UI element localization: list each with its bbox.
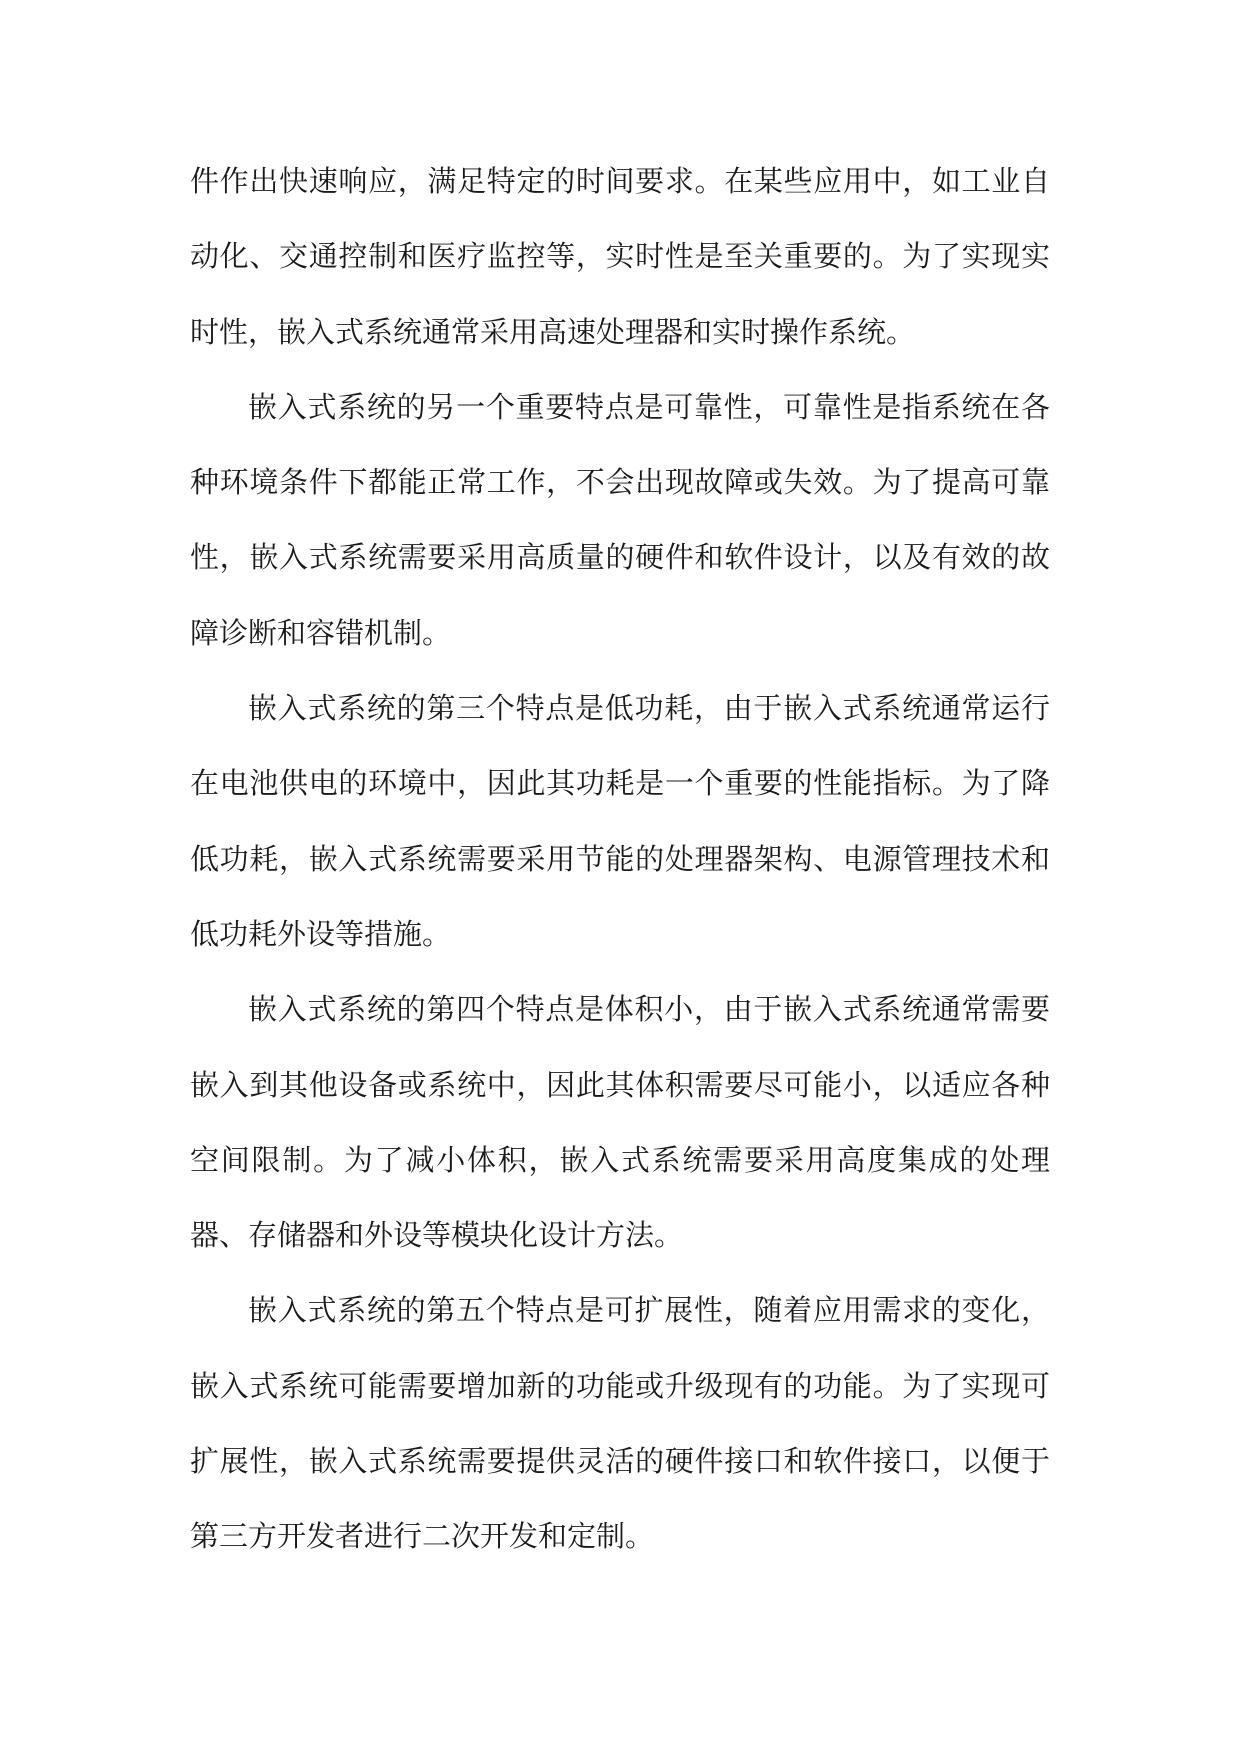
paragraph-5: 嵌入式系统的第五个特点是可扩展性，随着应用需求的变化，嵌入式系统可能需要增加新的功能或升级现有的功能。为了实现可扩展性，嵌入式系统需要提供灵活的硬件接口和软件接口，以便于第三方开发者进行二次开发和定制。 (190, 1293, 1050, 1554)
paragraph-2: 嵌入式系统的另一个重要特点是可靠性，可靠性是指系统在各种环境条件下都能正常工作，不会出现故障或失效。为了提高可靠性，嵌入式系统需要采用高质量的硬件和软件设计，以及有效的故障诊断和容错机制。 (190, 389, 1050, 650)
paragraph-1: 件作出快速响应，满足特定的时间要求。在某些应用中，如工业自动化、交通控制和医疗监控等，实时性是至关重要的。为了实现实时性，嵌入式系统通常采用高速处理器和实时操作系统。 (190, 164, 1050, 349)
paragraph-3: 嵌入式系统的第三个特点是低功耗，由于嵌入式系统通常运行在电池供电的环境中，因此其功耗是一个重要的性能指标。为了降低功耗，嵌入式系统需要采用节能的处理器架构、电源管理技术和低功耗外设等措施。 (190, 691, 1050, 951)
paragraph-4: 嵌入式系统的第四个特点是体积小，由于嵌入式系统通常需要嵌入到其他设备或系统中，因此其体积需要尽可能小，以适应各种空间限制。为了减小体积，嵌入式系统需要采用高度集成的处理器、存储器和外设等模块化设计方法。 (190, 992, 1050, 1253)
document-body (190, 144, 1050, 1575)
